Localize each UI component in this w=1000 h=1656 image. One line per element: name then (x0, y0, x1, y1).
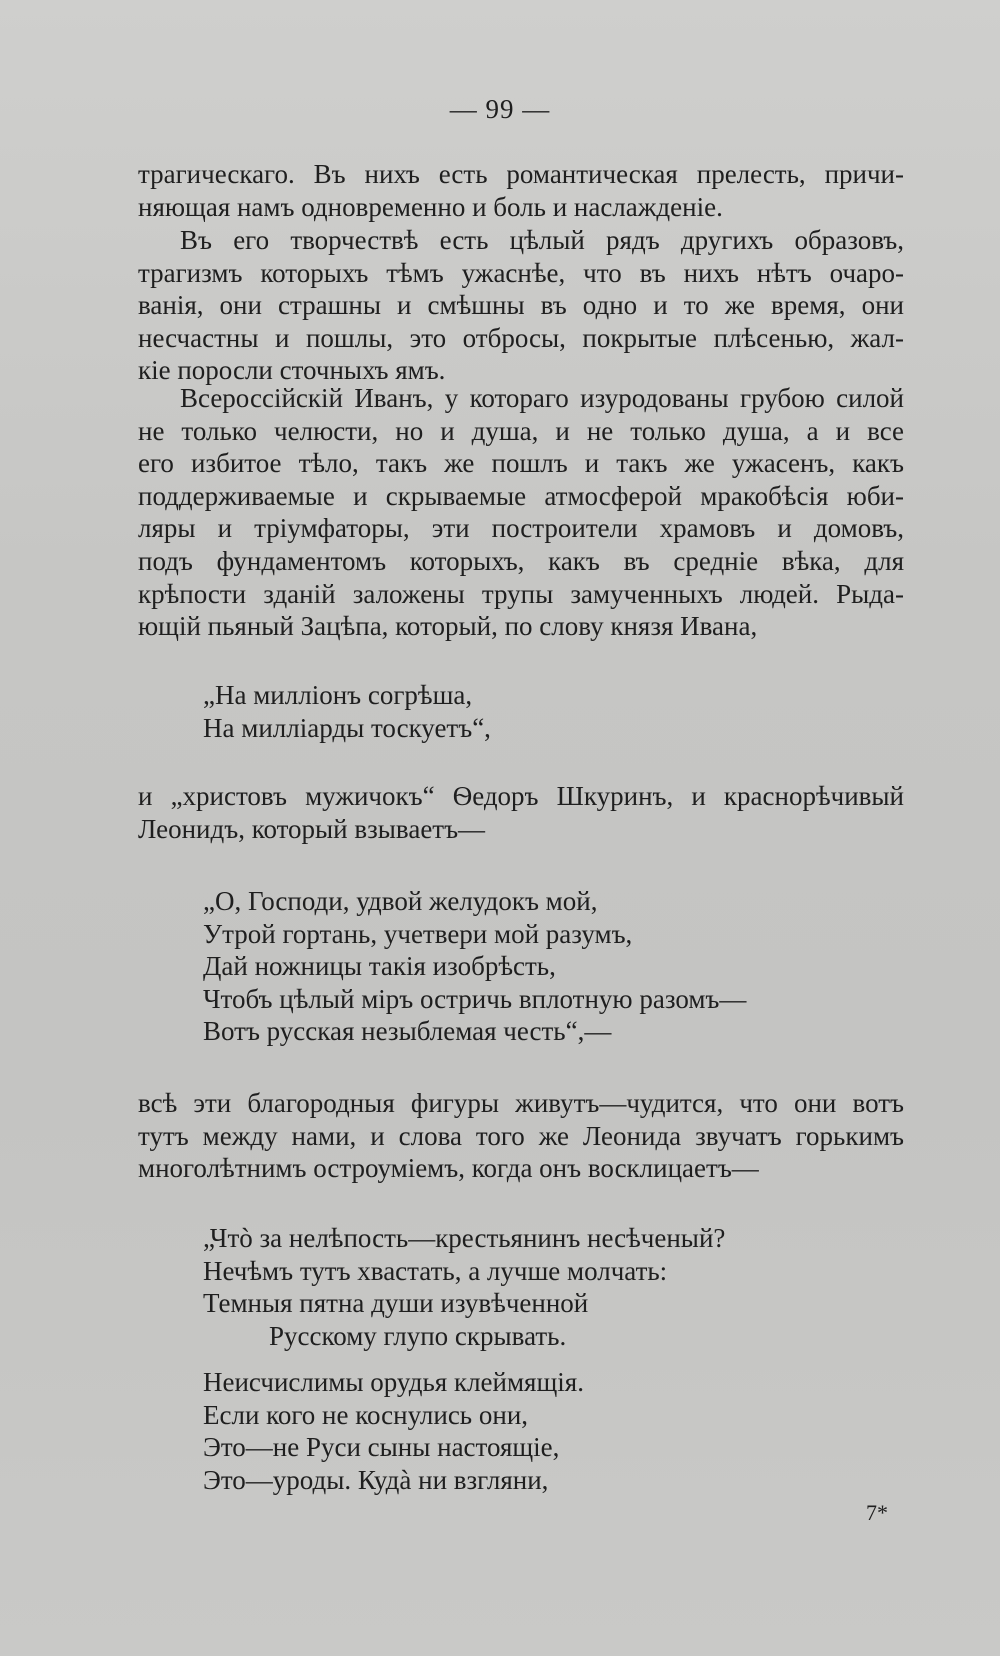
text-line: поддерживаемые и скрываемые атмосферой мракобѣсія юби- (138, 480, 904, 511)
text-line: не только челюсти, но и душа, и не только душа, а и все (138, 415, 904, 446)
text-line: Всероссійскій Иванъ, у котораго изуродованы грубою силой (180, 383, 904, 413)
text-line: трагизмъ которыхъ тѣмъ ужаснѣе, что въ нихъ нѣтъ очаро- (138, 257, 904, 288)
verse-line: „О, Господи, удвой желудокъ мой, (203, 886, 598, 916)
text-line: многолѣтнимъ остроуміемъ, когда онъ восклицаетъ— (138, 1153, 759, 1184)
verse-line: „На милліонъ согрѣша, (203, 680, 473, 710)
verse-line: Неисчислимы орудья клеймящія. (203, 1367, 584, 1397)
page-number: — 99 — (449, 94, 551, 124)
verse-line: Это—не Руси сыны настоящіе, (203, 1432, 560, 1462)
text-line: ляры и тріумфаторы, эти построители храмовъ и домовъ, (138, 513, 904, 544)
verse-1 (203, 679, 491, 744)
paragraph-4 (138, 780, 904, 845)
text-line: крѣпости зданій заложены трупы замученныхъ людей. Рыда- (138, 578, 904, 609)
text-line: и „христовъ мужичокъ“ Ѳедоръ Шкуринъ, и краснорѣчивый (138, 781, 904, 811)
text-line: его избитое тѣло, такъ же пошлъ и такъ же ужасенъ, какъ (138, 448, 904, 479)
text-line: трагическаго. Въ нихъ есть романтическая прелесть, причи- (138, 159, 904, 189)
paragraph-5 (138, 1087, 904, 1185)
verse-line: Если кого не коснулись они, (203, 1399, 529, 1430)
verse-line: Утрой гортань, учетвери мой разумъ, (203, 918, 633, 949)
verse-line: Дай ножницы такія изобрѣсть, (203, 951, 556, 981)
verse-line: Русскому глупо скрывать. (269, 1320, 567, 1351)
verse-2 (203, 885, 746, 1048)
text-line: кіе поросли сточныхъ ямъ. (138, 355, 446, 386)
text-line: Въ его творчествѣ есть цѣлый рядъ другихъ образовъ, (180, 225, 904, 255)
text-line: Леонидъ, который взываетъ— (138, 813, 486, 844)
verse-3 (203, 1222, 725, 1352)
text-line: няющая намъ одновременно и боль и наслажденіе. (138, 191, 723, 222)
verse-line: На милліарды тоскуетъ“, (203, 712, 491, 743)
paragraph-1 (138, 158, 904, 223)
verse-line: Темныя пятна души изувѣченной (203, 1288, 589, 1318)
verse-line: Нечѣмъ тутъ хвастать, а лучше молчать: (203, 1255, 668, 1286)
text-line: несчастны и пошлы, это отбросы, покрытые плѣсенью, жал- (138, 322, 904, 353)
verse-line: „Чтò за нелѣпость—крестьянинъ несѣченый? (203, 1223, 726, 1253)
verse-line: Чтобъ цѣлый міръ остричь вплотную разомъ— (203, 983, 747, 1014)
verse-4 (203, 1366, 584, 1496)
text-line: всѣ эти благородныя фигуры живутъ—чудится, что они вотъ (138, 1088, 904, 1118)
paragraph-2 (138, 224, 904, 387)
text-line: ющій пьяный Зацѣпа, который, по слову князя Ивана, (138, 611, 758, 642)
text-line: ванія, они страшны и смѣшны въ одно и то же время, они (138, 290, 904, 321)
verse-line: Вотъ русская незыблемая честь“,— (203, 1016, 612, 1046)
paragraph-3 (138, 382, 904, 643)
verse-line: Это—уроды. Кудà ни взгляни, (203, 1464, 549, 1495)
text-line: тутъ между нами, и слова того же Леонида звучатъ горькимъ (138, 1120, 904, 1151)
text-line: подъ фундаментомъ которыхъ, какъ въ средніе вѣка, для (138, 545, 904, 576)
signature-mark: 7* (866, 1500, 888, 1525)
